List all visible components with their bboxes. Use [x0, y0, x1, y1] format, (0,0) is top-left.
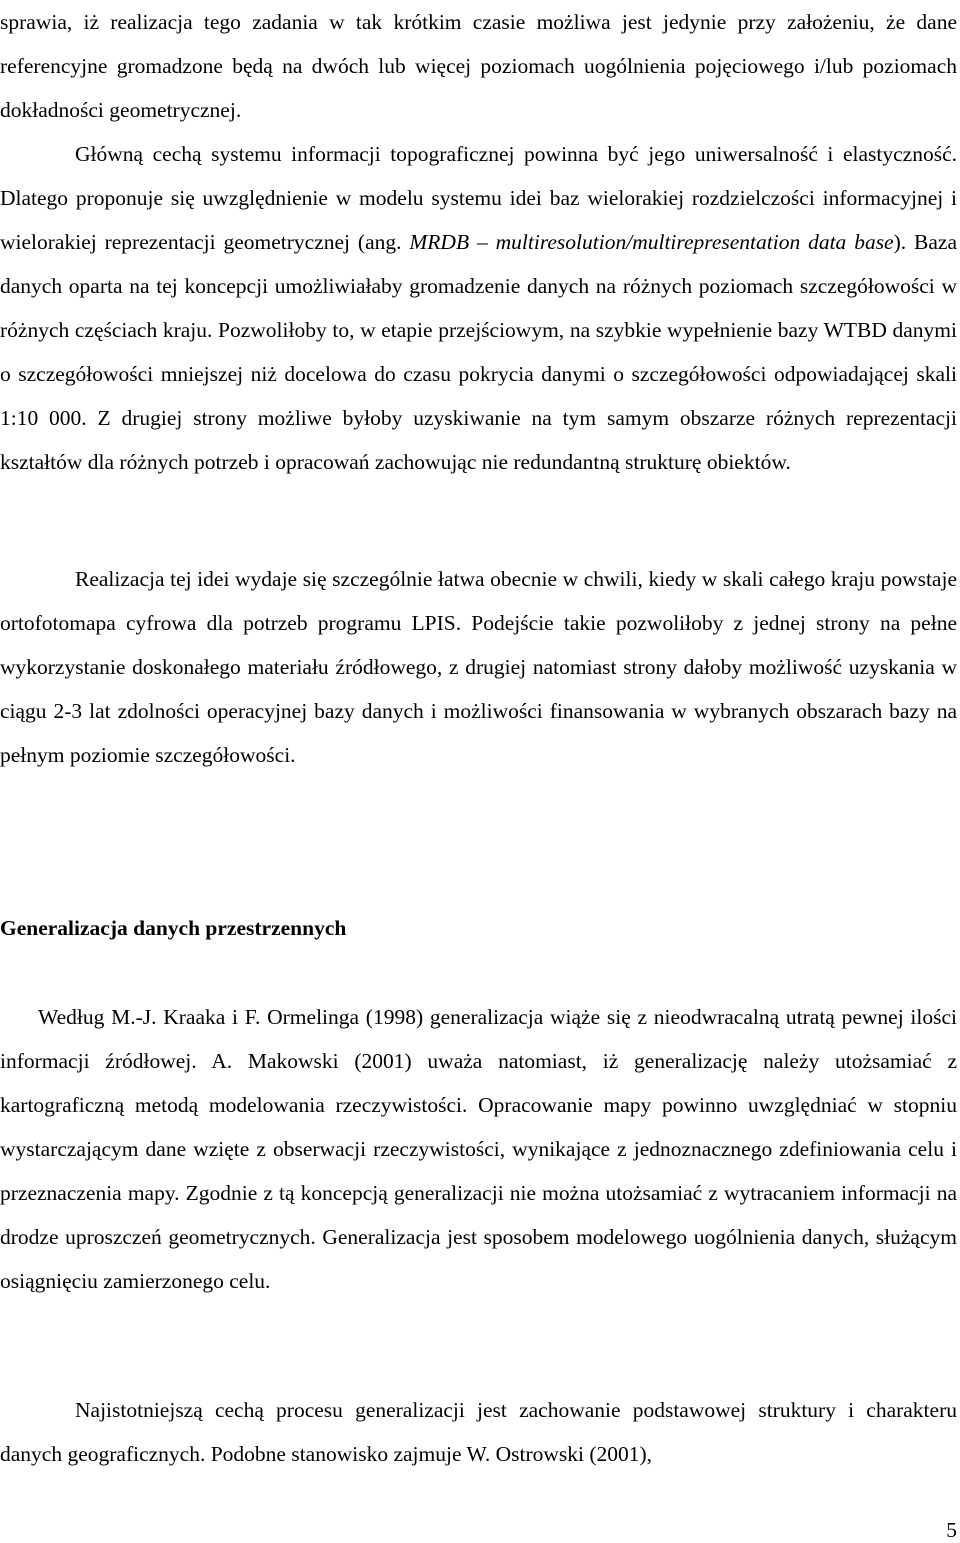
paragraph-intro-text-c: ). Baza danych oparta na tej koncepcji umożliwiałaby gromadzenie danych na różnych poziomach szczegółowości w różnych częściach kraju. Pozwoliłoby to, w etapie przejściowym, na szybkie wypełnienie bazy WTBD danymi o szczegółowości mniejszej niż docelowa do czasu pokrycia danymi o szczegółowości odpowiadającej skali 1:10 000. Z drugiej strony możliwe byłoby uzyskiwanie na tym samym obszarze różnych reprezentacji kształtów dla różnych potrzeb i opracowań zachowując nie redundantną strukturę obiektów.	[0, 230, 958, 474]
paragraph-generalization: Według M.-J. Kraaka i F. Ormelinga (1998) generalizacja wiąże się z nieodwracalną utratą pewnej ilości informacji źródłowej. A. Makowski (2001) uważa natomiast, iż generalizację należy utożsamiać z kartograficzną metodą modelowania rzeczywistości. Opracowanie mapy powinno uwzględniać w stopniu wystarczającym dane wzięte z obserwacji rzeczywistości, wynikające z jednoznacznego zdefiniowania celu i przeznaczenia mapy. Zgodnie z tą koncepcją generalizacji nie można utożsamiać z wytracaniem informacji na drodze uproszczeń geometrycznych. Generalizacja jest sposobem modelowego uogólnienia danych, służącym osiągnięciu zamierzonego celu.	[0, 1005, 957, 1293]
page-number: 5	[946, 1518, 957, 1542]
paragraph-intro	[0, 0, 957, 484]
paragraph-intro-text-a: sprawia, iż realizacja tego zadania w tak krótkim czasie możliwa jest jedynie przy założeniu, że dane referencyjne gromadzone będą na dwóch lub więcej poziomach uogólnienia pojęciowego i/lub poziomach dokładności geometrycznej.	[0, 10, 957, 122]
paragraph-structure: Najistotniejszą cechą procesu generalizacji jest zachowanie podstawowej struktury i charakteru danych geograficznych. Podobne stanowisko zajmuje W. Ostrowski (2001),	[0, 1398, 957, 1466]
paragraph-intro-text-b: Główną cechą systemu informacji topograficznej powinna być jego uniwersalność i elastyczność. Dlatego proponuje się uwzględnienie w modelu systemu idei baz wielorakiej rozdzielczości informacyjnej i wielorakiej reprezentacji geometrycznej (ang.	[0, 142, 957, 254]
paragraph-lpis: Realizacja tej idei wydaje się szczególnie łatwa obecnie w chwili, kiedy w skali całego kraju powstaje ortofotomapa cyfrowa dla potrzeb programu LPIS. Podejście takie pozwoliłoby z jednej strony na pełne wykorzystanie doskonałego materiału źródłowego, z drugiej natomiast strony dałoby możliwość uzyskania w ciągu 2-3 lat zdolności operacyjnej bazy danych i możliwości finansowania w wybranych obszarach bazy na pełnym poziomie szczegółowości.	[0, 567, 957, 767]
section-heading: Generalizacja danych przestrzennych	[0, 916, 347, 940]
mrdb-term: MRDB – multiresolution/multirepresentation data base	[409, 230, 894, 254]
